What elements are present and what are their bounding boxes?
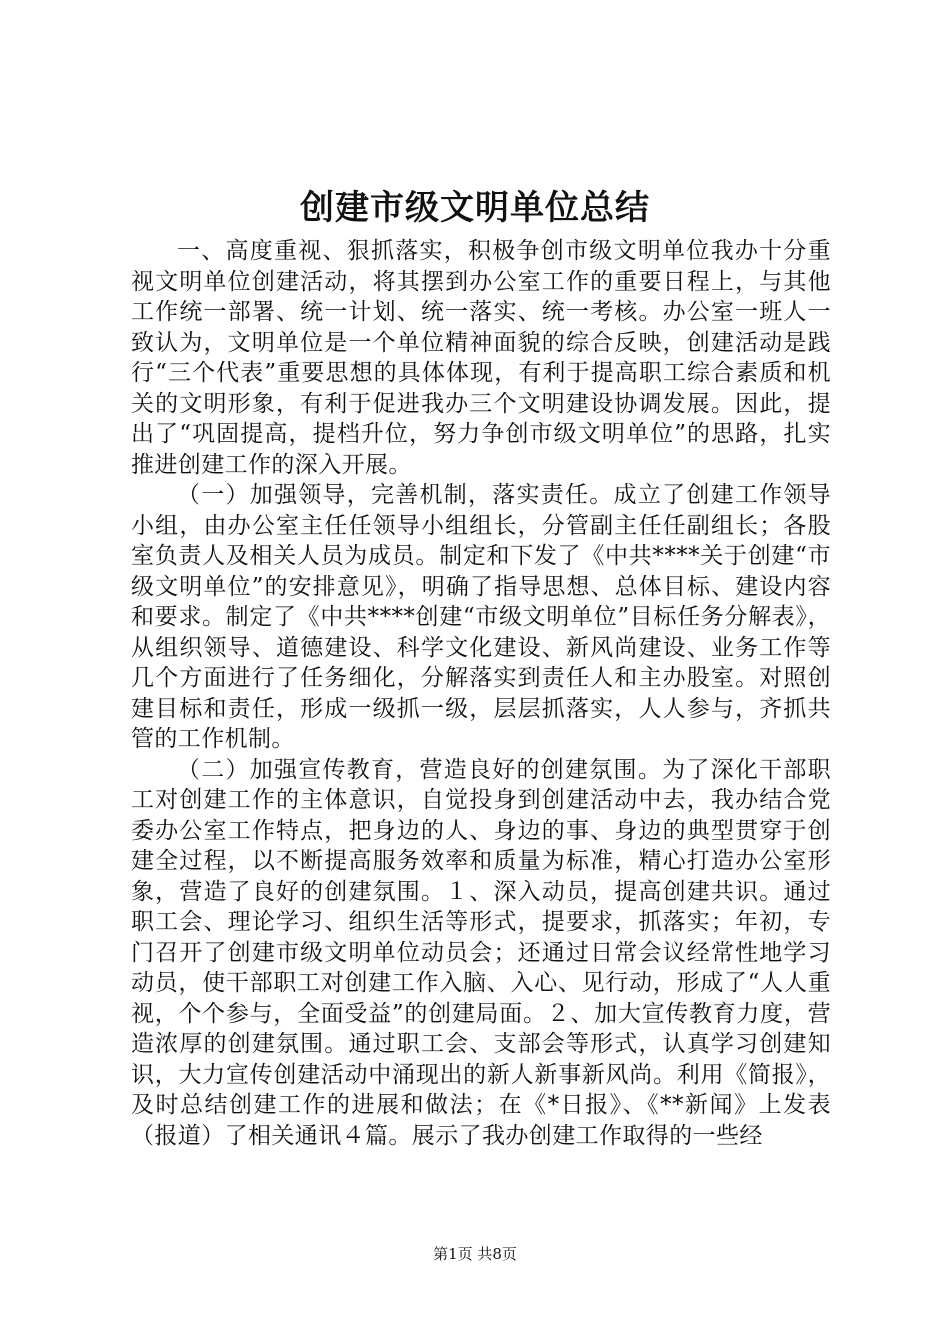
paragraph-3: （二）加强宣传教育，营造良好的创建氛围。为了深化干部职工对创建工作的主体意识，自觉投身到创建活动中去，我办结合党委办公室工作特点，把身边的人、身边的事、身边的典型贯穿于创建全过程，以不断提高服务效率和质量为标准，精心打造办公室形象，营造了良好的创建氛围。１、深入动员，提高创建共识。通过职工会、理论学习、组织生活等形式，提要求，抓落实；年初，专门召开了创建市级文明单位动员会；还通过日常会议经常性地学习动员，使干部职工对创建工作入脑、入心、见行动，形成了“人人重视，个个参与，全面受益”的创建局面。２、加大宣传教育力度，营造浓厚的创建氛围。通过职工会、支部会等形式，认真学习创建知识，大力宣传创建活动中涌现出的新人新事新风尚。利用《简报》，及时总结创建工作的进展和做法；在《*日报》、《**新闻》上发表（报道）了相关通讯４篇。展示了我办创建工作取得的一些经 bbox=[131, 756, 831, 1149]
document-title: 创建市级文明单位总结 bbox=[300, 188, 650, 228]
page-footer: 第1页 共8页 bbox=[433, 1245, 517, 1263]
paragraph-2: （一）加强领导，完善机制，落实责任。成立了创建工作领导小组，由办公室主任任领导小组组长，分管副主任任副组长；各股室负责人及相关人员为成员。制定和下发了《中共****关于创建“市级文明单位”的安排意见》，明确了指导思想、总体目标、建设内容和要求。制定了《中共****创建“市级文明单位”目标任务分解表》，从组织领导、道德建设、科学文化建设、新风尚建设、业务工作等几个方面进行了任务细化，分解落实到责任人和主办股室。对照创建目标和责任，形成一级抓一级，层层抓落实，人人参与，齐抓共管的工作机制。 bbox=[131, 482, 831, 752]
document-body bbox=[131, 236, 831, 1151]
paragraph-1: 一、高度重视、狠抓落实，积极争创市级文明单位我办十分重视文明单位创建活动，将其摆到办公室工作的重要日程上，与其他工作统一部署、统一计划、统一落实、统一考核。办公室一班人一致认为，文明单位是一个单位精神面貌的综合反映，创建活动是践行“三个代表”重要思想的具体体现，有利于提高职工综合素质和机关的文明形象，有利于促进我办三个文明建设协调发展。因此，提出了“巩固提高，提档升位，努力争创市级文明单位”的思路，扎实推进创建工作的深入开展。 bbox=[131, 238, 831, 478]
